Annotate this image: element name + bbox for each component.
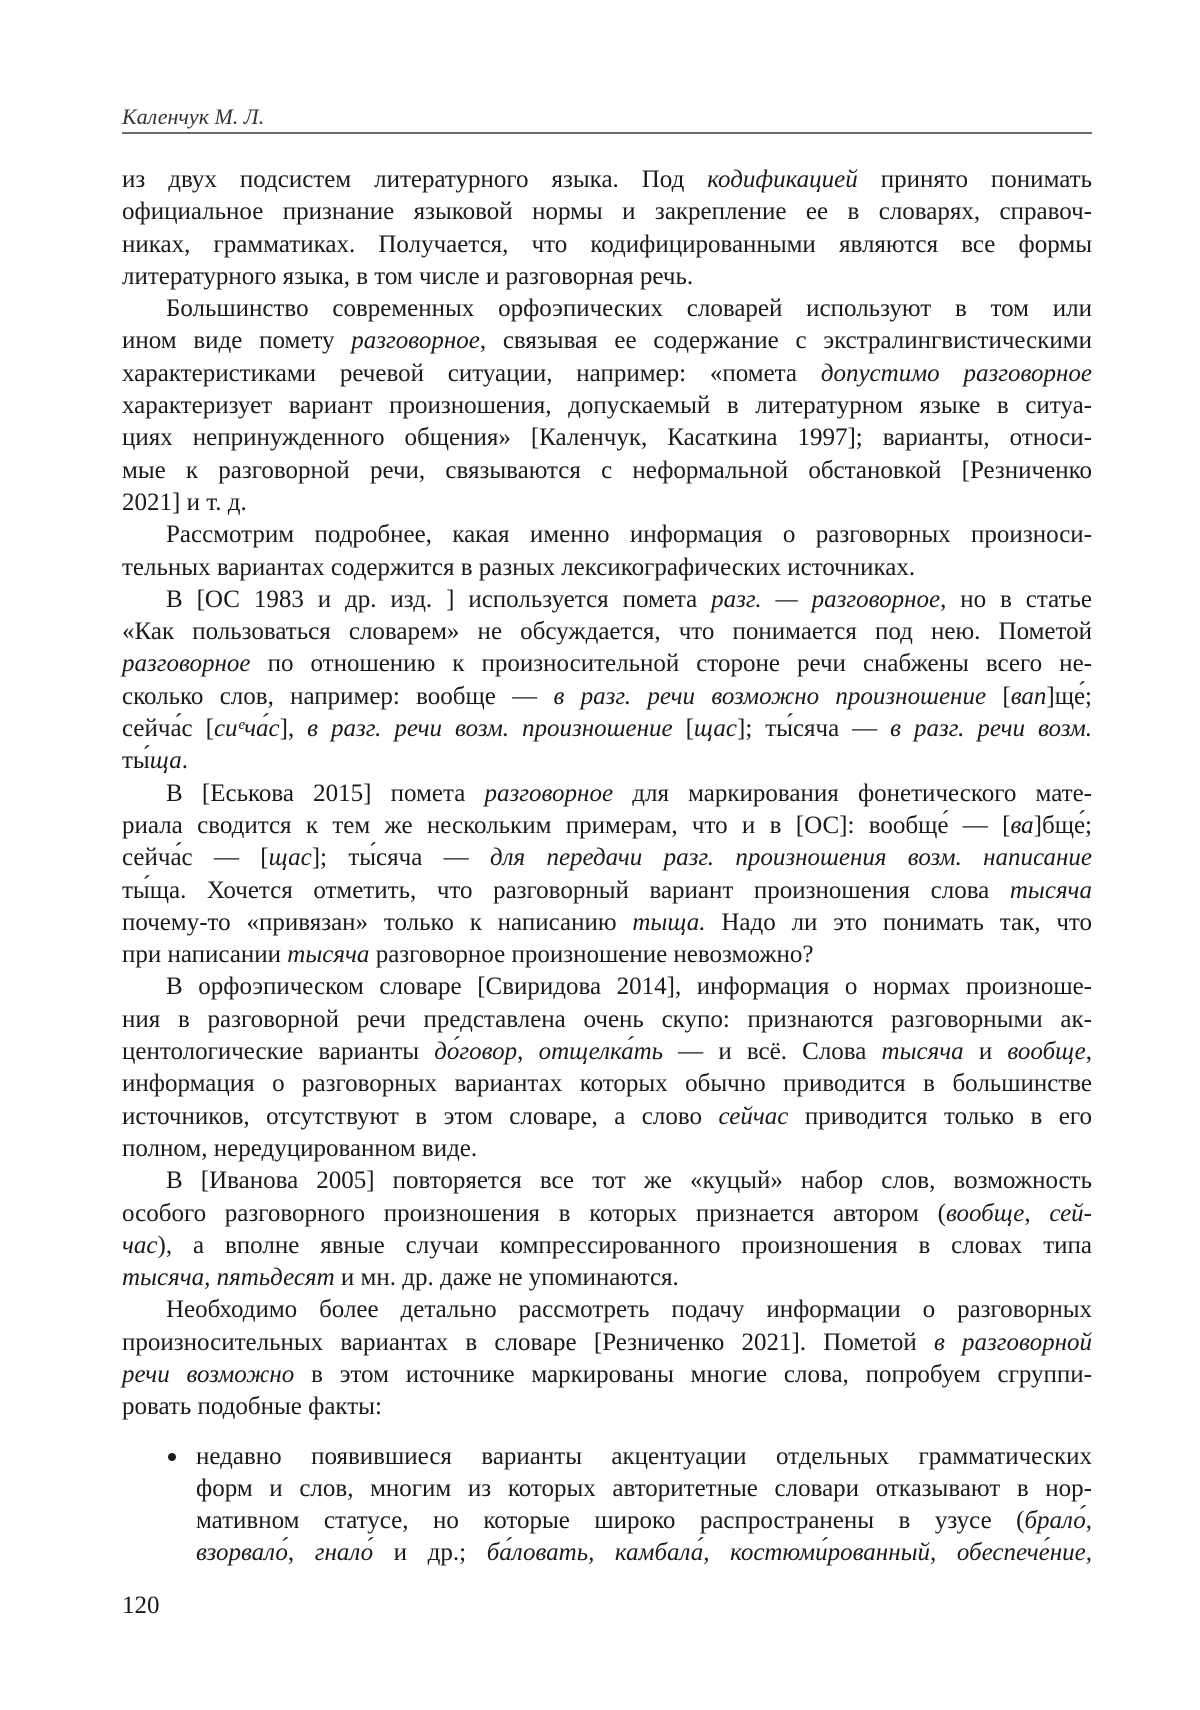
header-rule (122, 132, 1092, 134)
italic-text: разговорное (351, 327, 480, 355)
text-run: , связывая ее содержание с экстралингвистическими (479, 327, 1092, 355)
text-run: , (517, 1038, 539, 1066)
text-run: , (1085, 1507, 1092, 1535)
text-line (122, 358, 1092, 390)
bullet-item (122, 1441, 1092, 1570)
text-run: риала сводится к тем же нескольким примерам, что и в [ОС]: вообще́ — [ (122, 811, 1011, 839)
paragraph (122, 778, 1092, 972)
text-run: «Как пользоваться словарем» не обсуждается, что понимается под нею. Пометой (122, 618, 1092, 646)
italic-text: в разг. речи возм. произношение (307, 715, 673, 743)
text-run: произносительных вариантах в словаре [Резниченко 2021]. Пометой (122, 1328, 934, 1356)
paragraph (122, 293, 1092, 519)
text-run: тельных вариантах содержится в разных лексикографических источниках. (122, 553, 916, 581)
text-run: мые к разговорной речи, связываются с неформальной обстановкой [Резниченко (122, 456, 1092, 484)
text-line (122, 1101, 1092, 1133)
italic-text: тысяча, пятьдесят (122, 1264, 335, 1292)
paragraph (122, 1165, 1092, 1294)
text-run: . (181, 747, 188, 775)
text-line (122, 1359, 1092, 1391)
italic-text: брало́ (1024, 1507, 1086, 1535)
italic-text: тысяча (1009, 876, 1092, 904)
text-run: Надо ли это понимать так, что (705, 908, 1092, 936)
italic-text: вообще (945, 1199, 1025, 1227)
text-line (122, 875, 1092, 907)
text-run: , (1024, 1199, 1050, 1227)
paragraph (122, 584, 1092, 778)
italic-text: тысяча (881, 1038, 964, 1066)
text-run: В [ОС 1983 и др. изд. ] используется помета (166, 585, 712, 613)
text-run: полном, нередуцированном виде. (122, 1134, 478, 1162)
italic-text: допустимо разговорное (820, 359, 1092, 387)
italic-text: час (122, 1231, 158, 1259)
italic-text: отщелка́ть (538, 1038, 664, 1066)
text-run: , (287, 1539, 315, 1567)
text-run: сейча́с — [ (122, 844, 269, 872)
text-line (122, 584, 1092, 616)
text-run: ]бще́; (1033, 811, 1092, 839)
text-line (122, 1327, 1092, 1359)
text-line (122, 842, 1092, 874)
text-line (122, 681, 1092, 713)
text-line (122, 713, 1092, 745)
text-run: ]ще́; (1046, 682, 1092, 710)
text-run: при написании (122, 941, 288, 969)
paragraph (122, 164, 1092, 293)
text-line (122, 616, 1092, 648)
text-line (122, 1262, 1092, 1294)
italic-text: сиᵉча́с (213, 715, 280, 743)
text-run: 2021] и т. д. (122, 488, 247, 516)
text-run: и мн. др. даже не упоминаются. (334, 1264, 679, 1292)
text-line (122, 1004, 1092, 1036)
text-run: мативном статусе, но которые широко распространены в узусе ( (196, 1507, 1025, 1535)
text-run: приводится только в его (788, 1102, 1093, 1130)
text-line (122, 971, 1092, 1003)
text-run: форм и слов, многим из которых авторитетные словари отказывают в нор- (196, 1474, 1092, 1502)
italic-text: в разг. речи возм. (890, 715, 1093, 743)
text-run: В орфоэпическом словаре [Свиридова 2014], информация о нормах произноше- (166, 973, 1092, 1001)
body-text (122, 164, 1092, 1570)
text-run: ния в разговорной речи представлена очень скупо: признаются разговорными ак- (122, 1005, 1092, 1033)
text-run: по отношению к произносительной стороне речи снабжены всего не- (250, 650, 1092, 678)
paragraph (122, 519, 1092, 584)
text-run: разговорное произношение невозможно? (369, 941, 814, 969)
italic-text: щас (693, 715, 738, 743)
text-run: принято понимать (857, 166, 1092, 193)
text-run: ты́ (122, 747, 150, 775)
text-line (196, 1537, 1092, 1569)
italic-text: в разг. речи возможно произношение (553, 682, 987, 710)
text-run: ]; ты́сяча — (311, 844, 490, 872)
text-run: особого разговорного произношения в которых признается автором ( (122, 1199, 946, 1227)
text-run: сейча́с [ (122, 715, 214, 743)
text-line (122, 1133, 1092, 1165)
text-run: никах, грамматиках. Получается, что кодифицированными являются все формы (122, 230, 1092, 258)
italic-text: взорвало́ (196, 1539, 288, 1567)
text-line (122, 648, 1092, 680)
text-line (122, 1068, 1092, 1100)
text-line (122, 164, 1092, 196)
text-run: для маркирования фонетического мате- (613, 779, 1092, 807)
text-run: — и всё. Слова (663, 1038, 882, 1066)
text-line (122, 422, 1092, 454)
text-run: недавно появившиеся варианты акцентуации отдельных грамматических (196, 1442, 1092, 1470)
text-line (196, 1505, 1092, 1537)
text-line (122, 939, 1092, 971)
italic-text: разговорное (484, 779, 614, 807)
italic-text: вообще (1007, 1038, 1086, 1066)
italic-text: сейчас (718, 1102, 789, 1130)
text-run: Необходимо более детально рассмотреть подачу информации о разговорных (166, 1296, 1092, 1324)
page-number: 120 (122, 1592, 160, 1619)
text-run: [ (986, 682, 1011, 710)
text-run: В [Еськова 2015] помета (166, 779, 485, 807)
text-line (196, 1441, 1092, 1473)
text-line (122, 810, 1092, 842)
bullet-icon (168, 1453, 176, 1461)
text-line (122, 1230, 1092, 1262)
text-line (122, 745, 1092, 777)
text-line (122, 1198, 1092, 1230)
text-run: ты́ща. Хочется отметить, что разговорный вариант произношения слова (122, 876, 1010, 904)
italic-text: гнало́ (314, 1539, 374, 1567)
running-head-author: Каленчук М. Л. (122, 104, 265, 129)
text-run: , (1085, 1038, 1093, 1066)
text-run: ровать подобные факты: (122, 1393, 382, 1421)
text-run: ], (279, 715, 308, 743)
text-run: и (963, 1038, 1008, 1066)
italic-text: вап (1010, 682, 1047, 710)
text-line (122, 1036, 1092, 1068)
italic-text: речи возможно (122, 1360, 295, 1388)
italic-text: кодификацией (707, 166, 858, 193)
text-run: циях непринужденного общения» [Каленчук, Касаткина 1997]; варианты, относи- (122, 424, 1092, 452)
text-line (122, 229, 1092, 261)
paragraph (122, 971, 1092, 1165)
text-run: ), а вполне явные случаи компрессированного произношения в словах типа (157, 1231, 1092, 1259)
italic-text: ва (1010, 811, 1034, 839)
italic-text: тысяча (287, 941, 370, 969)
text-run: характеристиками речевой ситуации, например: «помета (122, 359, 821, 387)
text-line (122, 519, 1092, 551)
text-line (122, 293, 1092, 325)
bullet-list (122, 1441, 1092, 1570)
text-run: центологические варианты (122, 1038, 435, 1066)
text-line (122, 1165, 1092, 1197)
text-run: В [Иванова 2005] повторяется все тот же «куцый» набор слов, возможность (166, 1167, 1092, 1195)
text-run: ]; ты́сяча — (737, 715, 891, 743)
text-run: источников, отсутствуют в этом словаре, а слово (122, 1102, 719, 1130)
text-run: сколько слов, например: вообще — (122, 682, 554, 710)
text-run: характеризует вариант произношения, допускаемый в литературном языке в ситуа- (122, 392, 1092, 420)
italic-text: тыща. (632, 908, 706, 936)
text-run: [ (672, 715, 694, 743)
italic-text: в разговорной (933, 1328, 1092, 1356)
text-run: в этом источнике маркированы многие слова, попробуем сгруппи- (294, 1360, 1092, 1388)
italic-text: разг. — разговорное (711, 585, 941, 613)
italic-text: до́говор (434, 1038, 518, 1066)
italic-text: сей- (1049, 1199, 1093, 1227)
text-line (122, 778, 1092, 810)
text-line (122, 196, 1092, 228)
paragraph (122, 1294, 1092, 1423)
italic-text: щас (268, 844, 312, 872)
text-line (122, 1391, 1092, 1423)
text-run: информация о разговорных вариантах которых обычно приводится в большинстве (122, 1070, 1092, 1098)
text-line (122, 552, 1092, 584)
text-line (122, 261, 1092, 293)
text-run: Рассмотрим подробнее, какая именно информация о разговорных произноси- (166, 521, 1092, 549)
paragraphs (122, 164, 1092, 1424)
text-line (122, 455, 1092, 487)
text-line (122, 325, 1092, 357)
italic-text: разговорное (122, 650, 251, 678)
text-run: почему-то «привязан» только к написанию (122, 908, 633, 936)
text-run: , но в статье (940, 585, 1092, 613)
text-line (122, 1294, 1092, 1326)
text-run: и др.; (373, 1539, 487, 1567)
text-run: литературного языка, в том числе и разговорная речь. (122, 262, 694, 290)
text-run: ином виде помету (122, 327, 352, 355)
italic-text: ба́ловать, камбала́, костюми́рованный, обеспече́ние, (486, 1539, 1093, 1567)
text-line (122, 487, 1092, 519)
text-run: официальное признание языковой нормы и закрепление ее в словарях, справоч- (122, 198, 1092, 226)
italic-text: для передачи разг. произношения возм. написание (489, 844, 1093, 872)
text-run: Большинство современных орфоэпических словарей используют в том или (166, 295, 1092, 323)
text-run: из двух подсистем литературного языка. Под (122, 166, 708, 193)
text-line (122, 390, 1092, 422)
italic-text: ща (149, 747, 182, 775)
text-line (122, 907, 1092, 939)
text-line (196, 1473, 1092, 1505)
